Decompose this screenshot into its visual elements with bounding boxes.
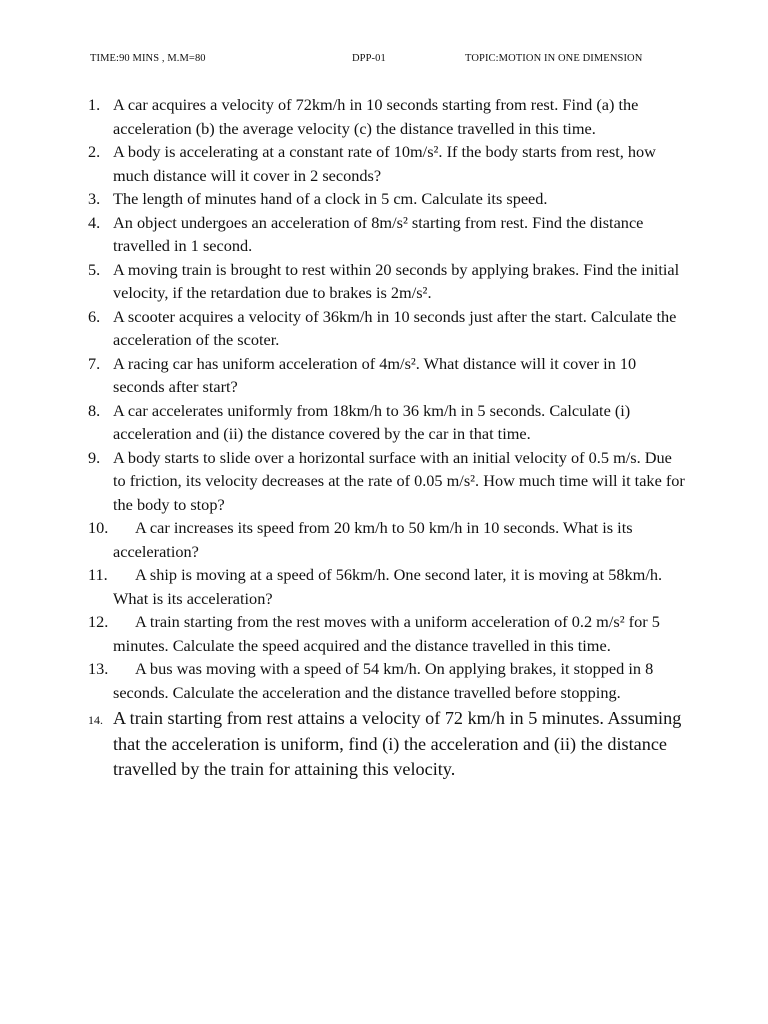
question-number: 1. (88, 95, 101, 114)
question-number: 10. (88, 518, 109, 537)
question-number: 3. (88, 189, 101, 208)
question-number: 12. (88, 612, 109, 631)
question-text: The length of minutes hand of a clock in 5 cm. Calculate its speed. (113, 189, 548, 208)
question-item (88, 610, 688, 657)
dpp-label: DPP-01 (352, 53, 386, 64)
question-item (88, 305, 688, 352)
question-text: A car increases its speed from 20 km/h to 50 km/h in 10 seconds. What is its acceleration? (113, 518, 633, 561)
question-list (88, 93, 688, 783)
question-text: A car accelerates uniformly from 18km/h to 36 km/h in 5 seconds. Calculate (i) acceleration and (ii) the distance covered by the car in that time. (113, 400, 631, 443)
question-text: A body starts to slide over a horizontal surface with an initial velocity of 0.5 m/s. Due to friction, its velocity decreases at the rate of 0.05 m/s². How much time will it take for the body to stop? (113, 447, 685, 514)
question-text: An object undergoes an acceleration of 8m/s² starting from rest. Find the distance travelled in 1 second. (113, 212, 644, 255)
question-item (88, 187, 688, 211)
question-number: 13. (88, 659, 109, 678)
question-text: A body is accelerating at a constant rate of 10m/s². If the body starts from rest, how much distance will it cover in 2 seconds? (113, 142, 656, 185)
question-item (88, 93, 688, 140)
topic-label: TOPIC:MOTION IN ONE DIMENSION (465, 53, 643, 64)
question-item (88, 563, 688, 610)
question-item (88, 258, 688, 305)
question-number: 4. (88, 212, 101, 232)
question-text: A scooter acquires a velocity of 36km/h in 10 seconds just after the start. Calculate the acceleration of the scoter. (113, 306, 677, 349)
question-item (88, 352, 688, 399)
question-number: 7. (88, 353, 101, 373)
question-number: 5. (88, 259, 101, 279)
question-text: A moving train is brought to rest within 20 seconds by applying brakes. Find the initial velocity, if the retardation due to brakes is 2m/s². (113, 259, 680, 302)
question-text: A train starting from the rest moves with a uniform acceleration of 0.2 m/s² for 5 minutes. Calculate the speed acquired and the distance travelled in this time. (113, 612, 660, 655)
question-item (88, 446, 688, 517)
question-item (88, 516, 688, 563)
question-text: A racing car has uniform acceleration of 4m/s². What distance will it cover in 10 seconds after start? (113, 353, 637, 396)
question-number: 11. (88, 565, 108, 584)
question-item (88, 140, 688, 187)
question-number: 2. (88, 142, 101, 161)
question-item (88, 706, 688, 783)
question-item (88, 657, 688, 704)
time-marks-label: TIME:90 MINS , M.M=80 (90, 53, 206, 64)
page-header (90, 53, 680, 69)
question-number: 8. (88, 400, 101, 420)
question-text: A car acquires a velocity of 72km/h in 10 seconds starting from rest. Find (a) the acceleration (b) the average velocity (c) the distance travelled in this time. (113, 95, 639, 138)
question-item (88, 211, 688, 258)
question-number: 14. (88, 713, 103, 727)
question-text: A train starting from rest attains a velocity of 72 km/h in 5 minutes. Assuming that the acceleration is uniform, find (i) the acceleration and (ii) the distance travelled by the train for attaining this velocity. (113, 708, 682, 779)
question-text: A ship is moving at a speed of 56km/h. One second later, it is moving at 58km/h. What is its acceleration? (113, 565, 663, 608)
question-text: A bus was moving with a speed of 54 km/h. On applying brakes, it stopped in 8 seconds. Calculate the acceleration and the distance travelled before stopping. (113, 659, 654, 702)
question-item (88, 399, 688, 446)
question-number: 9. (88, 447, 101, 467)
question-number: 6. (88, 306, 101, 326)
